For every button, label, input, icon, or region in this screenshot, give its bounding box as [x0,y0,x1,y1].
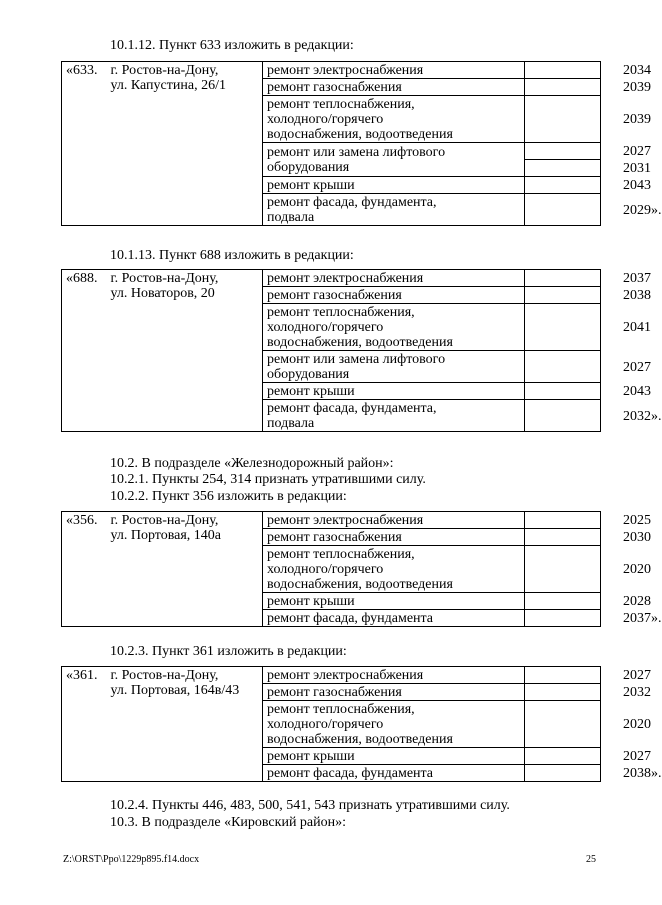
planned-year: 2028 [525,593,601,610]
paragraph-10-2-4: 10.2.4. Пункты 446, 483, 500, 541, 543 признать утратившими силу. [110,798,510,813]
item-number: «633. [62,62,105,226]
paragraph-10-3: 10.3. В подразделе «Кировский район»: [110,815,347,830]
work-type: ремонт крыши [263,593,525,610]
item-address: г. Ростов-на-Дону, ул. Портовая, 164в/43 [105,667,263,782]
planned-year: 2043 [525,177,601,194]
item-address: г. Ростов-на-Дону, ул. Капустина, 26/1 [105,62,263,226]
paragraph-10-2-1: 10.2.1. Пункты 254, 314 признать утратившими силу. [110,472,426,487]
paragraph-10-1-12: 10.1.12. Пункт 633 изложить в редакции: [110,38,354,53]
work-type: ремонт теплоснабжения, холодного/горячего водоснабжения, водоотведения [263,304,525,351]
paragraph-10-2-2: 10.2.2. Пункт 356 изложить в редакции: [110,489,347,504]
work-type: ремонт электроснабжения [263,512,525,529]
planned-year: 2027 [525,143,601,160]
item-address: г. Ростов-на-Дону, ул. Портовая, 140а [105,512,263,627]
item-address: г. Ростов-на-Дону, ул. Новаторов, 20 [105,270,263,432]
work-type: ремонт крыши [263,383,525,400]
work-type: ремонт фасада, фундамента [263,610,525,627]
paragraph-10-1-13: 10.1.13. Пункт 688 изложить в редакции: [110,248,354,263]
planned-year: 2039 [525,79,601,96]
planned-year: 2034 [525,62,601,79]
work-type: ремонт фасада, фундамента [263,765,525,782]
work-type: ремонт теплоснабжения, холодного/горячего водоснабжения, водоотведения [263,96,525,143]
planned-year: 2029». [525,194,601,226]
planned-year: 2025 [525,512,601,529]
work-type: ремонт электроснабжения [263,667,525,684]
work-type: ремонт крыши [263,748,525,765]
planned-year: 2038 [525,287,601,304]
planned-year: 2020 [525,546,601,593]
item-number: «356. [62,512,105,627]
item-table-688 [61,269,662,432]
work-type: ремонт или замена лифтового оборудования [263,143,525,177]
table-row [62,62,601,79]
planned-year: 2041 [525,304,601,351]
work-type: ремонт фасада, фундамента, подвала [263,194,525,226]
planned-year: 2037». [525,610,601,627]
item-table-361 [61,666,662,782]
planned-year: 2031 [525,160,601,177]
planned-year: 2030 [525,529,601,546]
work-type: ремонт теплоснабжения, холодного/горячего водоснабжения, водоотведения [263,546,525,593]
work-type: ремонт или замена лифтового оборудования [263,351,525,383]
item-table-356 [61,511,662,627]
paragraph-10-2-3: 10.2.3. Пункт 361 изложить в редакции: [110,644,347,659]
work-type: ремонт теплоснабжения, холодного/горячего водоснабжения, водоотведения [263,701,525,748]
work-type: ремонт газоснабжения [263,287,525,304]
planned-year: 2038». [525,765,601,782]
work-type: ремонт газоснабжения [263,79,525,96]
planned-year: 2032». [525,400,601,432]
planned-year: 2039 [525,96,601,143]
paragraph-10-2: 10.2. В подразделе «Железнодорожный район»: [110,456,394,471]
table-row [62,512,601,529]
planned-year: 2043 [525,383,601,400]
footer-page-number: 25 [586,854,596,865]
item-number: «688. [62,270,105,432]
table-row [62,667,601,684]
work-type: ремонт электроснабжения [263,62,525,79]
item-number: «361. [62,667,105,782]
footer-file-path: Z:\ORST\Ppo\1229p895.f14.docx [63,854,200,865]
work-type: ремонт электроснабжения [263,270,525,287]
planned-year: 2027 [525,351,601,383]
work-type: ремонт газоснабжения [263,529,525,546]
planned-year: 2027 [525,667,601,684]
planned-year: 2020 [525,701,601,748]
item-table-633 [61,61,662,226]
work-type: ремонт фасада, фундамента, подвала [263,400,525,432]
work-type: ремонт крыши [263,177,525,194]
table-row [62,270,601,287]
planned-year: 2037 [525,270,601,287]
work-type: ремонт газоснабжения [263,684,525,701]
planned-year: 2027 [525,748,601,765]
planned-year: 2032 [525,684,601,701]
